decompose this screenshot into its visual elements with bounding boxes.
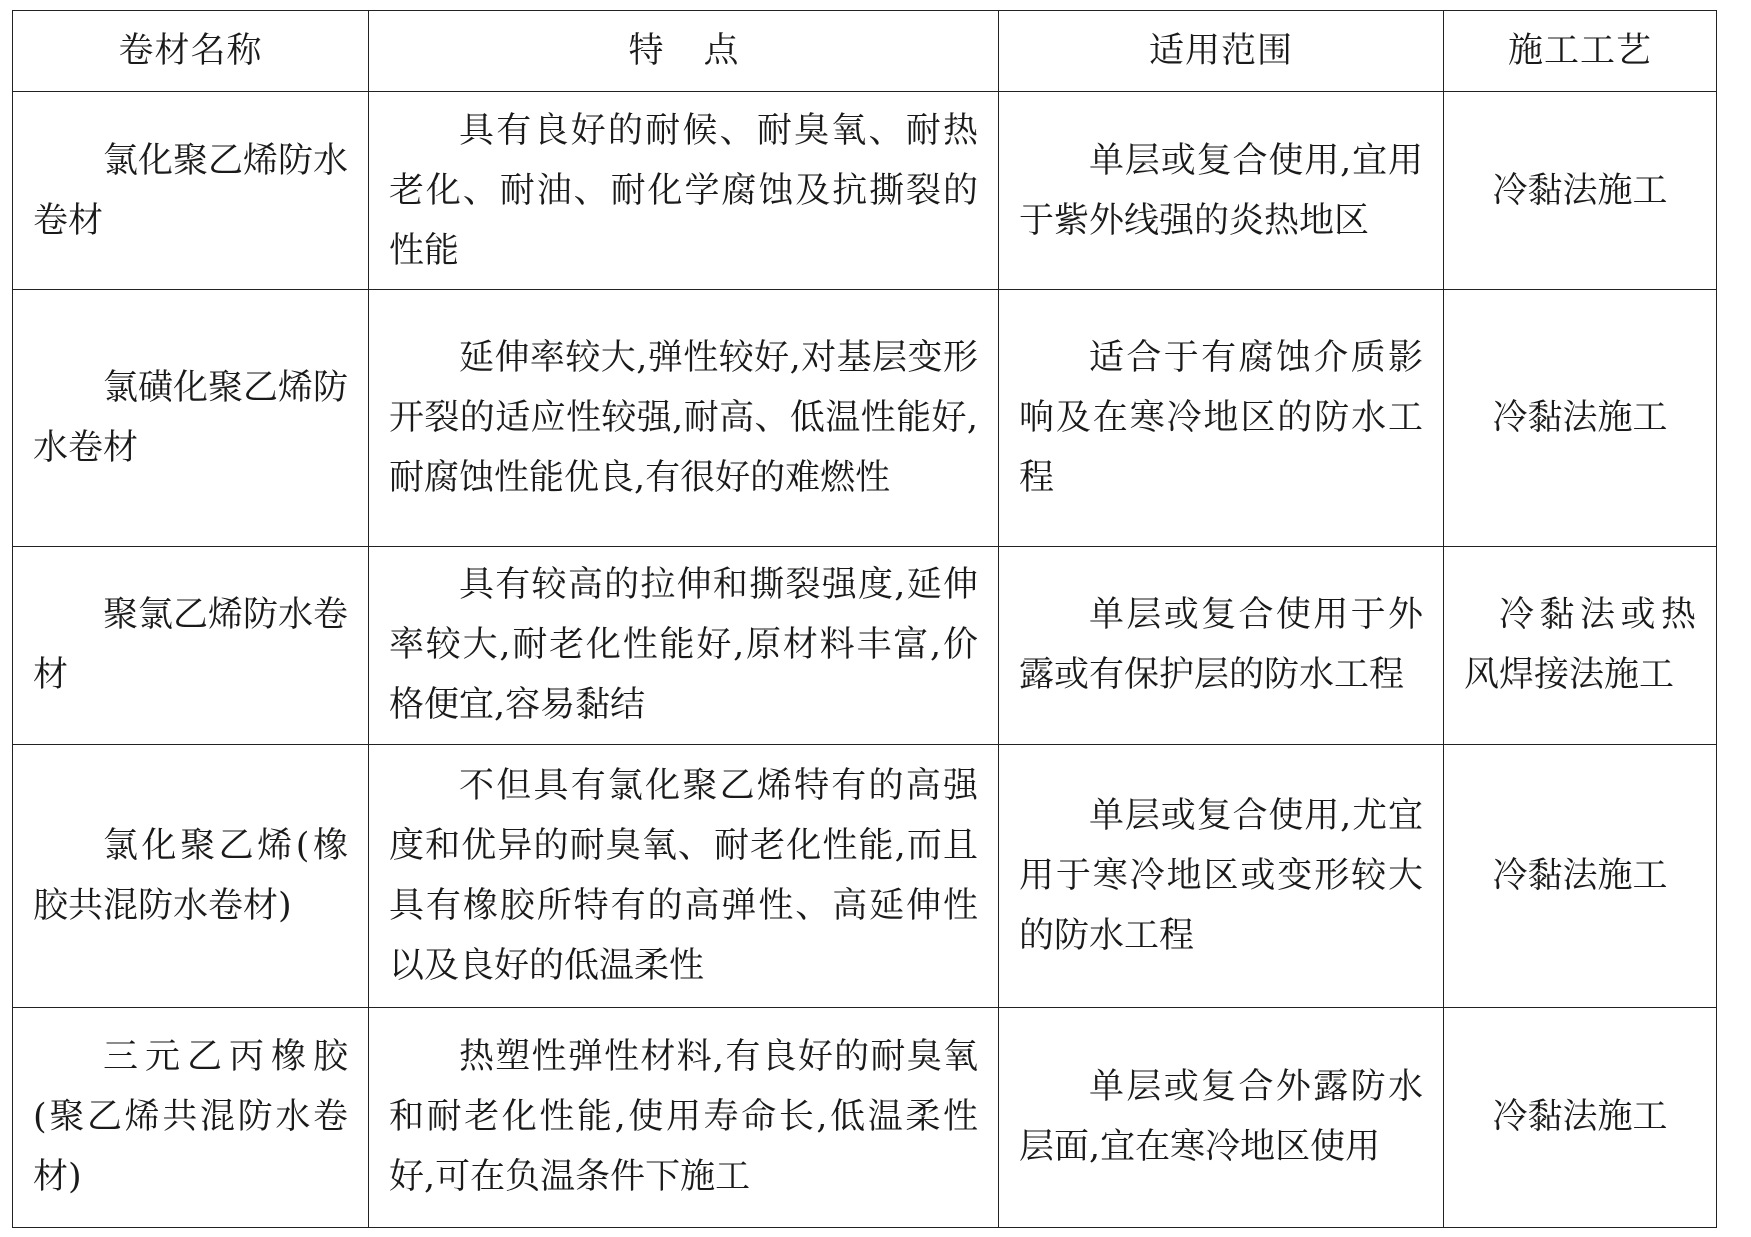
cell-process: 冷黏法或热风焊接法施工 xyxy=(1444,546,1717,744)
membrane-table xyxy=(12,10,1717,1228)
cell-process: 冷黏法施工 xyxy=(1444,290,1717,546)
table-row xyxy=(13,546,1717,744)
cell-feature: 具有较高的拉伸和撕裂强度,延伸率较大,耐老化性能好,原材料丰富,价格便宜,容易黏结 xyxy=(369,546,999,744)
cell-name: 氯化聚乙烯防水卷材 xyxy=(13,92,369,290)
cell-scope: 单层或复合外露防水层面,宜在寒冷地区使用 xyxy=(999,1007,1444,1227)
cell-process: 冷黏法施工 xyxy=(1444,92,1717,290)
cell-process: 冷黏法施工 xyxy=(1444,745,1717,1008)
table-row xyxy=(13,290,1717,546)
cell-name: 聚氯乙烯防水卷材 xyxy=(13,546,369,744)
cell-scope: 单层或复合使用于外露或有保护层的防水工程 xyxy=(999,546,1444,744)
header-feature: 特点 xyxy=(369,11,999,92)
cell-scope: 单层或复合使用,宜用于紫外线强的炎热地区 xyxy=(999,92,1444,290)
header-scope: 适用范围 xyxy=(999,11,1444,92)
cell-feature: 不但具有氯化聚乙烯特有的高强度和优异的耐臭氧、耐老化性能,而且具有橡胶所特有的高弹性、高延伸性以及良好的低温柔性 xyxy=(369,745,999,1008)
cell-name: 三元乙丙橡胶(聚乙烯共混防水卷材) xyxy=(13,1007,369,1227)
header-process: 施工工艺 xyxy=(1444,11,1717,92)
table-row xyxy=(13,92,1717,290)
cell-scope: 适合于有腐蚀介质影响及在寒冷地区的防水工程 xyxy=(999,290,1444,546)
cell-name: 氯化聚乙烯(橡胶共混防水卷材) xyxy=(13,745,369,1008)
table-row xyxy=(13,745,1717,1008)
header-row xyxy=(13,11,1717,92)
cell-feature: 延伸率较大,弹性较好,对基层变形开裂的适应性较强,耐高、低温性能好,耐腐蚀性能优良,有很好的难燃性 xyxy=(369,290,999,546)
cell-process: 冷黏法施工 xyxy=(1444,1007,1717,1227)
cell-name: 氯磺化聚乙烯防水卷材 xyxy=(13,290,369,546)
cell-feature: 具有良好的耐候、耐臭氧、耐热老化、耐油、耐化学腐蚀及抗撕裂的性能 xyxy=(369,92,999,290)
cell-scope: 单层或复合使用,尤宜用于寒冷地区或变形较大的防水工程 xyxy=(999,745,1444,1008)
table-row xyxy=(13,1007,1717,1227)
cell-feature: 热塑性弹性材料,有良好的耐臭氧和耐老化性能,使用寿命长,低温柔性好,可在负温条件下施工 xyxy=(369,1007,999,1227)
header-name: 卷材名称 xyxy=(13,11,369,92)
